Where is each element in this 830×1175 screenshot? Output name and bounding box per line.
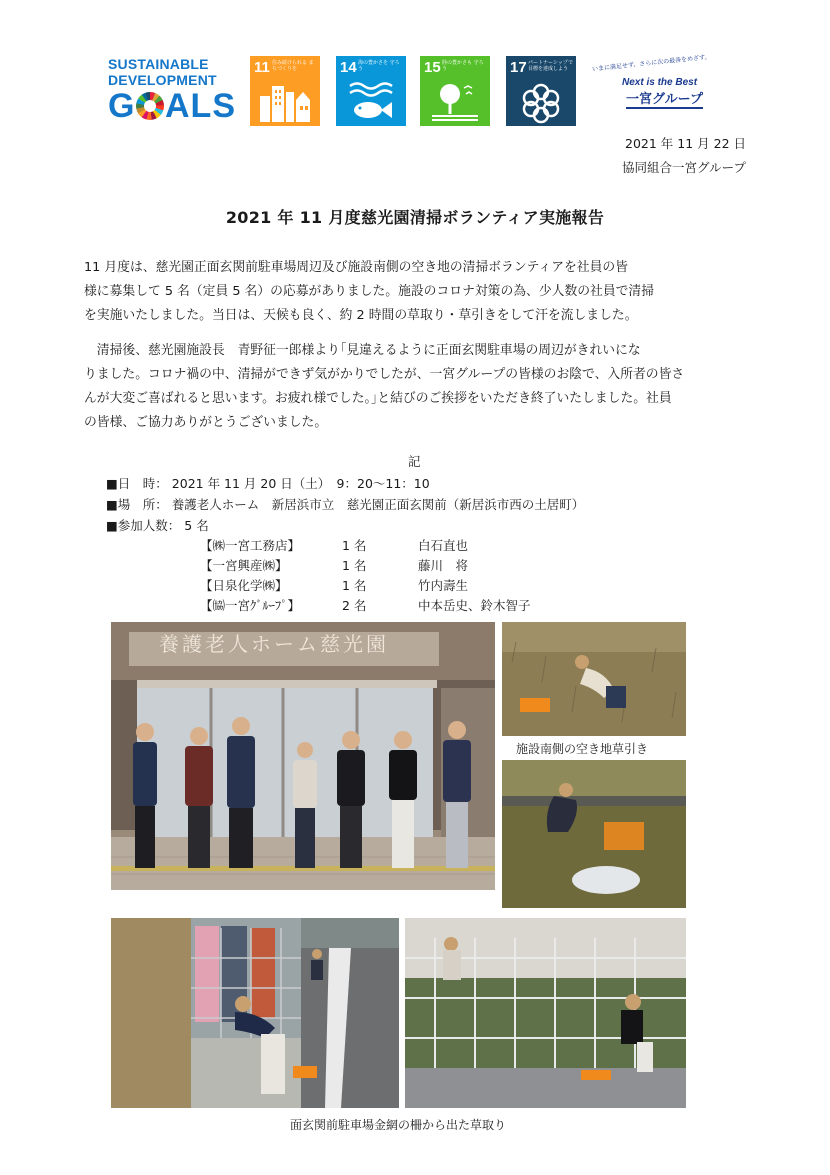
- building-sign: 養護老人ホーム慈光園: [159, 632, 389, 656]
- fence-weeding-photo-2: [405, 918, 686, 1108]
- sdg-tile-11: [250, 56, 320, 126]
- sdg-goals: [108, 88, 236, 124]
- participant-count: 1 名: [342, 578, 367, 593]
- participant-count: 2 名: [342, 598, 367, 613]
- participant-count: 1 名: [342, 558, 367, 573]
- sdg-logo: [108, 56, 236, 128]
- tile-number: 11: [254, 59, 270, 76]
- group-photo: [111, 622, 495, 890]
- weeding-photo-2-illustration: [502, 760, 686, 908]
- tile-text: 海の豊かさを 守ろう: [358, 60, 400, 72]
- fish-icon: [336, 78, 406, 124]
- sdg-line-1: SUSTAINABLE: [108, 56, 209, 72]
- sdg-tile-15: [420, 56, 490, 126]
- weeding-photo-2: [502, 760, 686, 908]
- tile-text: パートナーシップで 目標を達成しよう: [528, 60, 573, 72]
- page-title: 2021 年 11 月度慈光園清掃ボランティア実施報告: [225, 208, 605, 227]
- flower-ring-icon: [506, 78, 576, 124]
- detail-place: [106, 495, 584, 513]
- weeding-photo-1: [502, 622, 686, 736]
- sdg-tile-17: [506, 56, 576, 126]
- fence-weeding-photo-1-illustration: [111, 918, 399, 1108]
- tile-number: 17: [510, 59, 527, 76]
- paragraph-2: [84, 339, 746, 435]
- p2-line: んが大変ご喜ばれると思います。お疲れ様でした。｣と結びのご挨拶をいただき終了いたしました。社員: [84, 391, 672, 406]
- participant-names: 藤川 将: [418, 558, 469, 573]
- place-label: ■場 所：: [106, 497, 168, 512]
- participant-count: 1 名: [342, 538, 367, 553]
- report-date: 2021 年 11 月 22 日: [625, 136, 746, 151]
- weeding-photo-1-illustration: [502, 622, 686, 736]
- p1-line: を実施いたしました。当日は、天候も良く、約 2 時間の草取り・草引きをして汗を流しました。: [84, 308, 638, 323]
- tile-number: 14: [340, 59, 357, 76]
- place-value: 養護老人ホーム 新居浜市立 慈光園正面玄関前（新居浜市西の土居町）: [171, 497, 585, 512]
- goals-letters-rest: ALS: [165, 87, 236, 125]
- caption-fence: 面玄関前駐車場金網の柵から出た草取り: [290, 1118, 507, 1132]
- date-value: 2021 年 11 月 20 日（土） 9：20～11：10: [171, 476, 430, 491]
- tile-text: 陸の豊かさも 守ろう: [442, 60, 484, 72]
- tree-icon: [420, 78, 490, 124]
- participant-company: 【㈿一宮ｸﾞﾙｰﾌﾟ】: [200, 598, 301, 613]
- group-photo-illustration: [111, 622, 495, 890]
- participant-names: 竹内壽生: [418, 578, 469, 593]
- goals-letter-g: G: [108, 87, 136, 125]
- p2-line: りました。コロナ禍の中、清掃ができず気がかりでしたが、一宮グループの皆様のお陰で、入所者の皆さ: [84, 367, 685, 382]
- sdg-line-2: DEVELOPMENT: [108, 72, 217, 88]
- fence-weeding-photo-2-illustration: [405, 918, 686, 1108]
- group-slogan: Next is the Best: [622, 77, 698, 88]
- paragraph-1: [84, 256, 746, 328]
- ki-heading: 記: [408, 454, 421, 469]
- group-tagline: いまに満足せず、さらに次の最善をめざす。: [591, 53, 711, 73]
- report-org: 協同組合一宮グループ: [621, 160, 746, 175]
- participant-names: 中本岳史、鈴木智子: [418, 598, 531, 613]
- sdg-wheel-icon: [136, 92, 164, 120]
- city-icon: [250, 78, 320, 124]
- tile-number: 15: [424, 59, 441, 76]
- p2-line: 清掃後、慈光園施設長 青野征一郎様より｢見違えるように正面玄関駐車場の周辺がきれいにな: [84, 343, 641, 358]
- participant-names: 白石直也: [418, 538, 469, 553]
- p1-line: 様に募集して 5 名（定員 5 名）の応募がありました。施設のコロナ対策の為、少人数の社員で清掃: [84, 284, 655, 299]
- detail-count: [106, 516, 209, 534]
- caption-south-lot: 施設南側の空き地草引き: [516, 742, 649, 756]
- participant-company: 【一宮興産㈱】: [200, 558, 288, 573]
- ichinomiya-group-logo: [591, 53, 726, 120]
- participant-company: 【日泉化学㈱】: [200, 578, 288, 593]
- p2-line: の皆様、ご協力ありがとうございました。: [84, 415, 328, 430]
- detail-date: [106, 474, 430, 492]
- count-label: ■参加人数：: [106, 518, 181, 533]
- group-name: 一宮グループ: [626, 88, 703, 109]
- sdg-tile-14: [336, 56, 406, 126]
- p1-line: 11 月度は、慈光園正面玄関前駐車場周辺及び施設南側の空き地の清掃ボランティアを社員の皆: [84, 260, 628, 275]
- date-label: ■日 時：: [106, 476, 168, 491]
- fence-weeding-photo-1: [111, 918, 399, 1108]
- count-value: 5 名: [184, 518, 209, 533]
- tile-text: 住み続けられる まちづくりを: [272, 60, 314, 72]
- participant-company: 【㈱一宮工務店】: [200, 538, 301, 553]
